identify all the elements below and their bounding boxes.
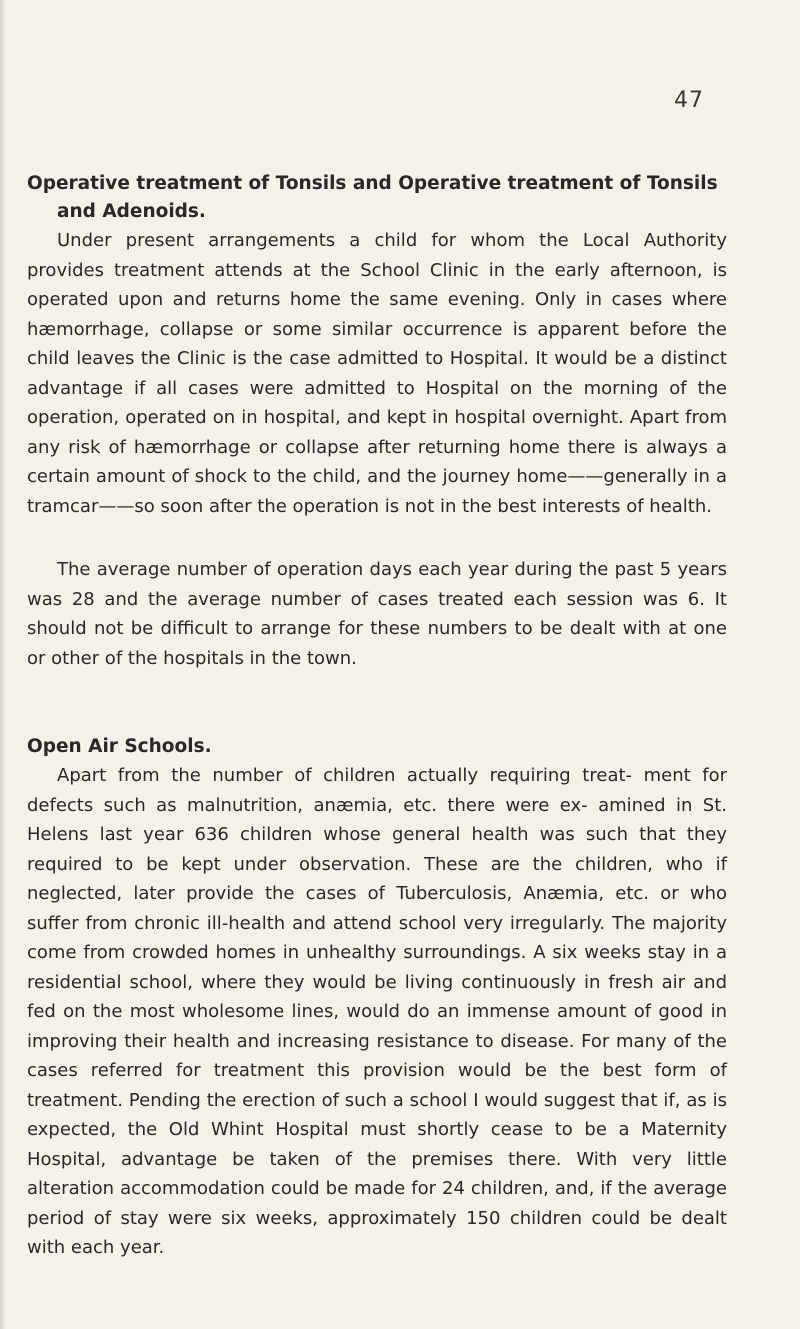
section-heading-tonsils — [27, 170, 727, 226]
section-spacer — [27, 673, 727, 733]
section-heading-open-air-schools: Open Air Schools. — [27, 736, 212, 757]
paragraph-spacer — [27, 521, 727, 555]
page-number: 47 — [674, 88, 704, 113]
paragraph-operation-days: The average number of operation days each year during the past 5 years was 28 and the average number of cases treated each session was 6. It should not be difficult to arrange for these numbers to be dealt with at one or other of the hospitals in the town. — [27, 559, 727, 669]
heading-line-1: Operative treatment of Tonsils and Operative treatment of Tonsils — [27, 173, 718, 194]
paragraph-tonsils-arrangements: Under present arrangements a child for whom the Local Authority provides treatment attends at the School Clinic in the early afternoon, is operated upon and returns home the same evening. Only in cases where hæmorrhage, collapse or some similar occurrence is apparent before the child leaves the Clinic is the case admitted to Hospital. It would be a distinct advantage if all cases were admitted to Hospital on the morning of the operation, operated on in hospital, and kept in hospital overnight. Apart from any risk of hæmorrhage or collapse after returning home there is always a certain amount of shock to the child, and the journey home——generally in a tramcar——so soon after the operation is not in the best interests of health. — [27, 230, 727, 517]
page-body — [27, 170, 727, 1263]
paragraph-open-air-schools: Apart from the number of children actually requiring treat- ment for defects such as malnutrition, anæmia, etc. there were ex- amined in St. Helens last year 636 children whose general health was such that they required to be kept under observation. These are the children, who if neglected, later provide the cases of Tuberculosis, Anæmia, etc. or who suffer from chronic ill-health and attend school very irregularly. The majority come from crowded homes in unhealthy surroundings. A six weeks stay in a residential school, where they would be living continuously in fresh air and fed on the most wholesome lines, would do an immense amount of good in improving their health and increasing resistance to disease. For many of the cases referred for treatment this provision would be the best form of treatment. Pending the erection of such a school I would suggest that if, as is expected, the Old Whint Hospital must shortly cease to be a Maternity Hospital, advantage be taken of the premises there. With very little alteration accommodation could be made for 24 children, and, if the average period of stay were six weeks, approximately 150 children could be dealt with each year. — [27, 765, 727, 1258]
heading-line-2: and Adenoids. — [57, 201, 206, 222]
page-edge — [0, 0, 6, 1329]
